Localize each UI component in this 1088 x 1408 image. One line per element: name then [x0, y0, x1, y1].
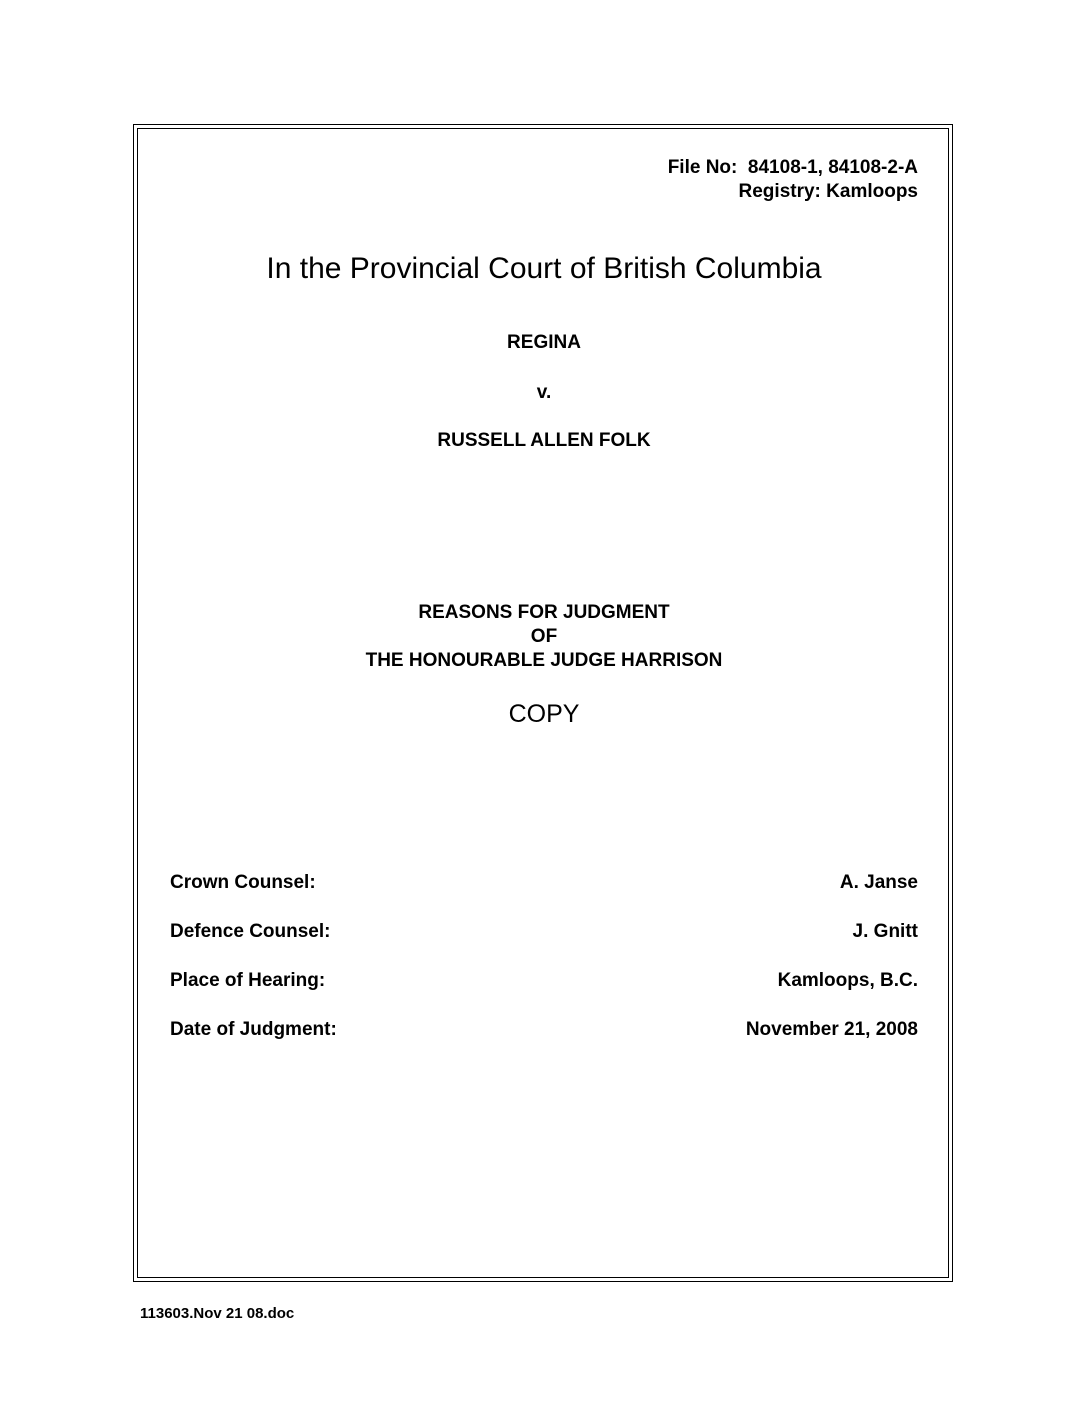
reasons-heading [0, 601, 1088, 673]
versus-label: v. [536, 382, 552, 403]
court-title: In the Provincial Court of British Columbia [266, 252, 822, 285]
date-of-judgment-value: November 21, 2008 [745, 1019, 918, 1040]
place-of-hearing-label: Place of Hearing: [170, 970, 326, 991]
defence-counsel-label: Defence Counsel: [170, 921, 331, 942]
defendant-name: RUSSELL ALLEN FOLK [437, 430, 651, 451]
defence-counsel-value: J. Gnitt [852, 921, 918, 942]
crown-counsel-label: Crown Counsel: [170, 872, 316, 893]
place-of-hearing-row [170, 970, 918, 996]
reasons-line-3: THE HONOURABLE JUDGE HARRISON [365, 650, 723, 671]
plaintiff-name: REGINA [507, 332, 581, 353]
reasons-line-2: OF [530, 626, 558, 647]
date-of-judgment-label: Date of Judgment: [170, 1019, 337, 1040]
place-of-hearing-value: Kamloops, B.C. [777, 970, 918, 991]
crown-counsel-row [170, 872, 918, 898]
defence-counsel-row [170, 921, 918, 947]
copy-label: COPY [508, 700, 580, 728]
date-of-judgment-row [170, 1019, 918, 1045]
document-filename: 113603.Nov 21 08.doc [140, 1305, 295, 1322]
file-number: File No: 84108-1, 84108-2-A [667, 157, 918, 178]
registry: Registry: Kamloops [738, 181, 918, 202]
crown-counsel-value: A. Janse [839, 872, 918, 893]
file-info [668, 156, 918, 204]
reasons-line-1: REASONS FOR JUDGMENT [418, 602, 670, 623]
